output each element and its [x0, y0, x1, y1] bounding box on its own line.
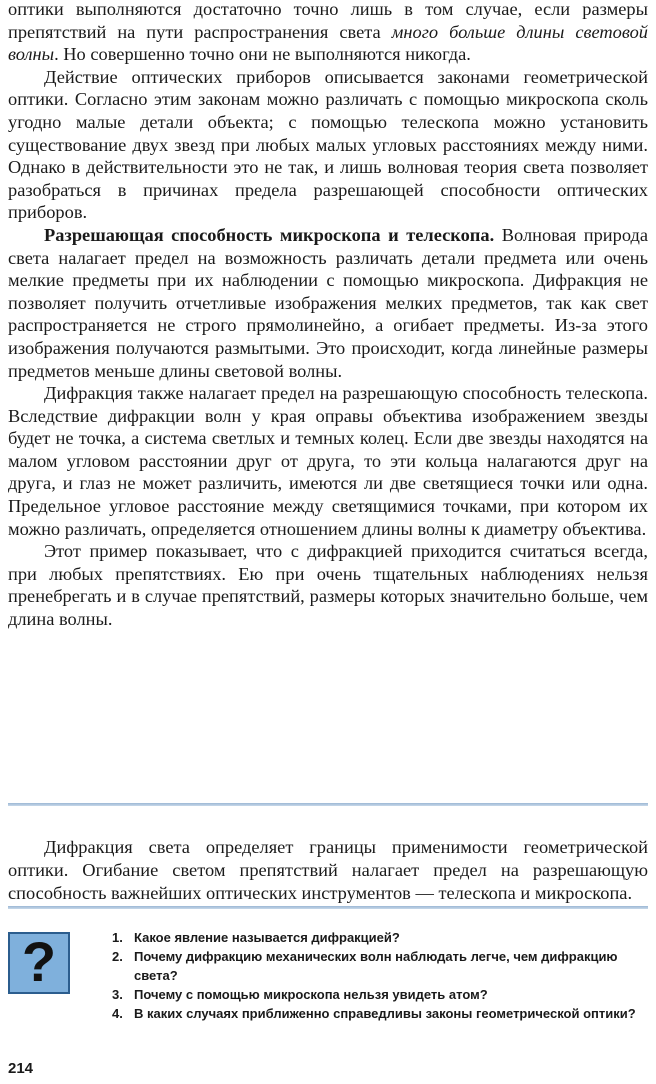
- question-mark-icon: [8, 932, 70, 994]
- question-number: 1.: [112, 930, 123, 945]
- page-number: 214: [8, 1060, 34, 1077]
- paragraph-4: Этот пример показывает, что с дифракцией приходится считаться всегда, при любых препятствиях. Ею при очень тщательных наблюдениях нельзя пренебрегать и в случае препятствий, размеры которых значительно больше, чем длина волны.: [8, 541, 648, 630]
- question-item: [112, 928, 648, 947]
- question-mark-glyph: ?: [21, 930, 57, 993]
- question-text: Почему с помощью микроскопа нельзя увидеть атом?: [134, 987, 488, 1002]
- question-item: [112, 1004, 648, 1023]
- divider-top: [8, 803, 648, 806]
- question-number: 3.: [112, 987, 123, 1002]
- question-text: Какое явление называется дифракцией?: [134, 930, 400, 945]
- question-item: [112, 985, 648, 1004]
- paragraph-1: Действие оптических приборов описывается законами геометрической оптики. Согласно этим законам можно различать с помощью микроскопа сколь угодно малые детали объекта; с помощью телескопа можно установить существование двух звезд при любых малых угловых расстояниях между ними. Однако в действительности это не так, и лишь волновая теория света позволяет разобраться в причинах предела разрешающей способности оптических приборов.: [8, 66, 648, 223]
- paragraph-2: [8, 224, 648, 382]
- question-text: Почему дифракцию механических волн наблюдать легче, чем дифракцию света?: [134, 949, 618, 983]
- divider-bottom: [8, 906, 648, 909]
- question-number: 2.: [112, 949, 123, 964]
- question-number: 4.: [112, 1006, 123, 1021]
- paragraph-3: Дифракция также налагает предел на разрешающую способность телескопа. Вследствие дифракции волн у края оправы объектива изображением звезды будет не точка, а система светлых и темных колец. Если две звезды находятся на малом угловом расстоянии друг от друга, то эти кольца налагаются друг на друга, и глаз не может различить, имеются ли две светящиеся точки или одна. Предельное угловое расстояние между светящимися точками, при котором их можно различать, определяется отношением длины волны к диаметру объектива.: [8, 383, 648, 539]
- paragraph-0: [8, 0, 648, 66]
- paragraph-0-text-a: оптики выполняются достаточно точно лишь в том случае, если размеры препятствий на пути распространения света: [8, 0, 648, 42]
- main-text: [8, 0, 648, 631]
- question-item: [112, 947, 648, 985]
- paragraph-0-emphasis: много больше длины световой волны: [8, 21, 648, 65]
- paragraph-2-text: Волновая природа света налагает предел на возможность различать детали предмета или очень мелкие предметы при их наблюдении с помощью микроскопа. Дифракция не позволяет получить отчетливые изображения мелких предметов, так как свет распространяется не строго прямолинейно, а огибает предметы. Из-за этого изображения получаются размытыми. Это происходит, когда линейные размеры предметов меньше длины световой волны.: [8, 224, 648, 381]
- section-heading: Разрешающая способность микроскопа и телескопа.: [44, 224, 495, 245]
- review-questions: [112, 928, 648, 1023]
- paragraph-0-text-b: . Но совершенно точно они не выполняются никогда.: [54, 44, 471, 65]
- question-text: В каких случаях приближенно справедливы законы геометрической оптики?: [134, 1006, 636, 1021]
- summary-box-text: Дифракция света определяет границы применимости геометрической оптики. Огибание светом препятствий налагает предел на разрешающую способность важнейших оптических инструментов — телескопа и микроскопа.: [8, 837, 648, 903]
